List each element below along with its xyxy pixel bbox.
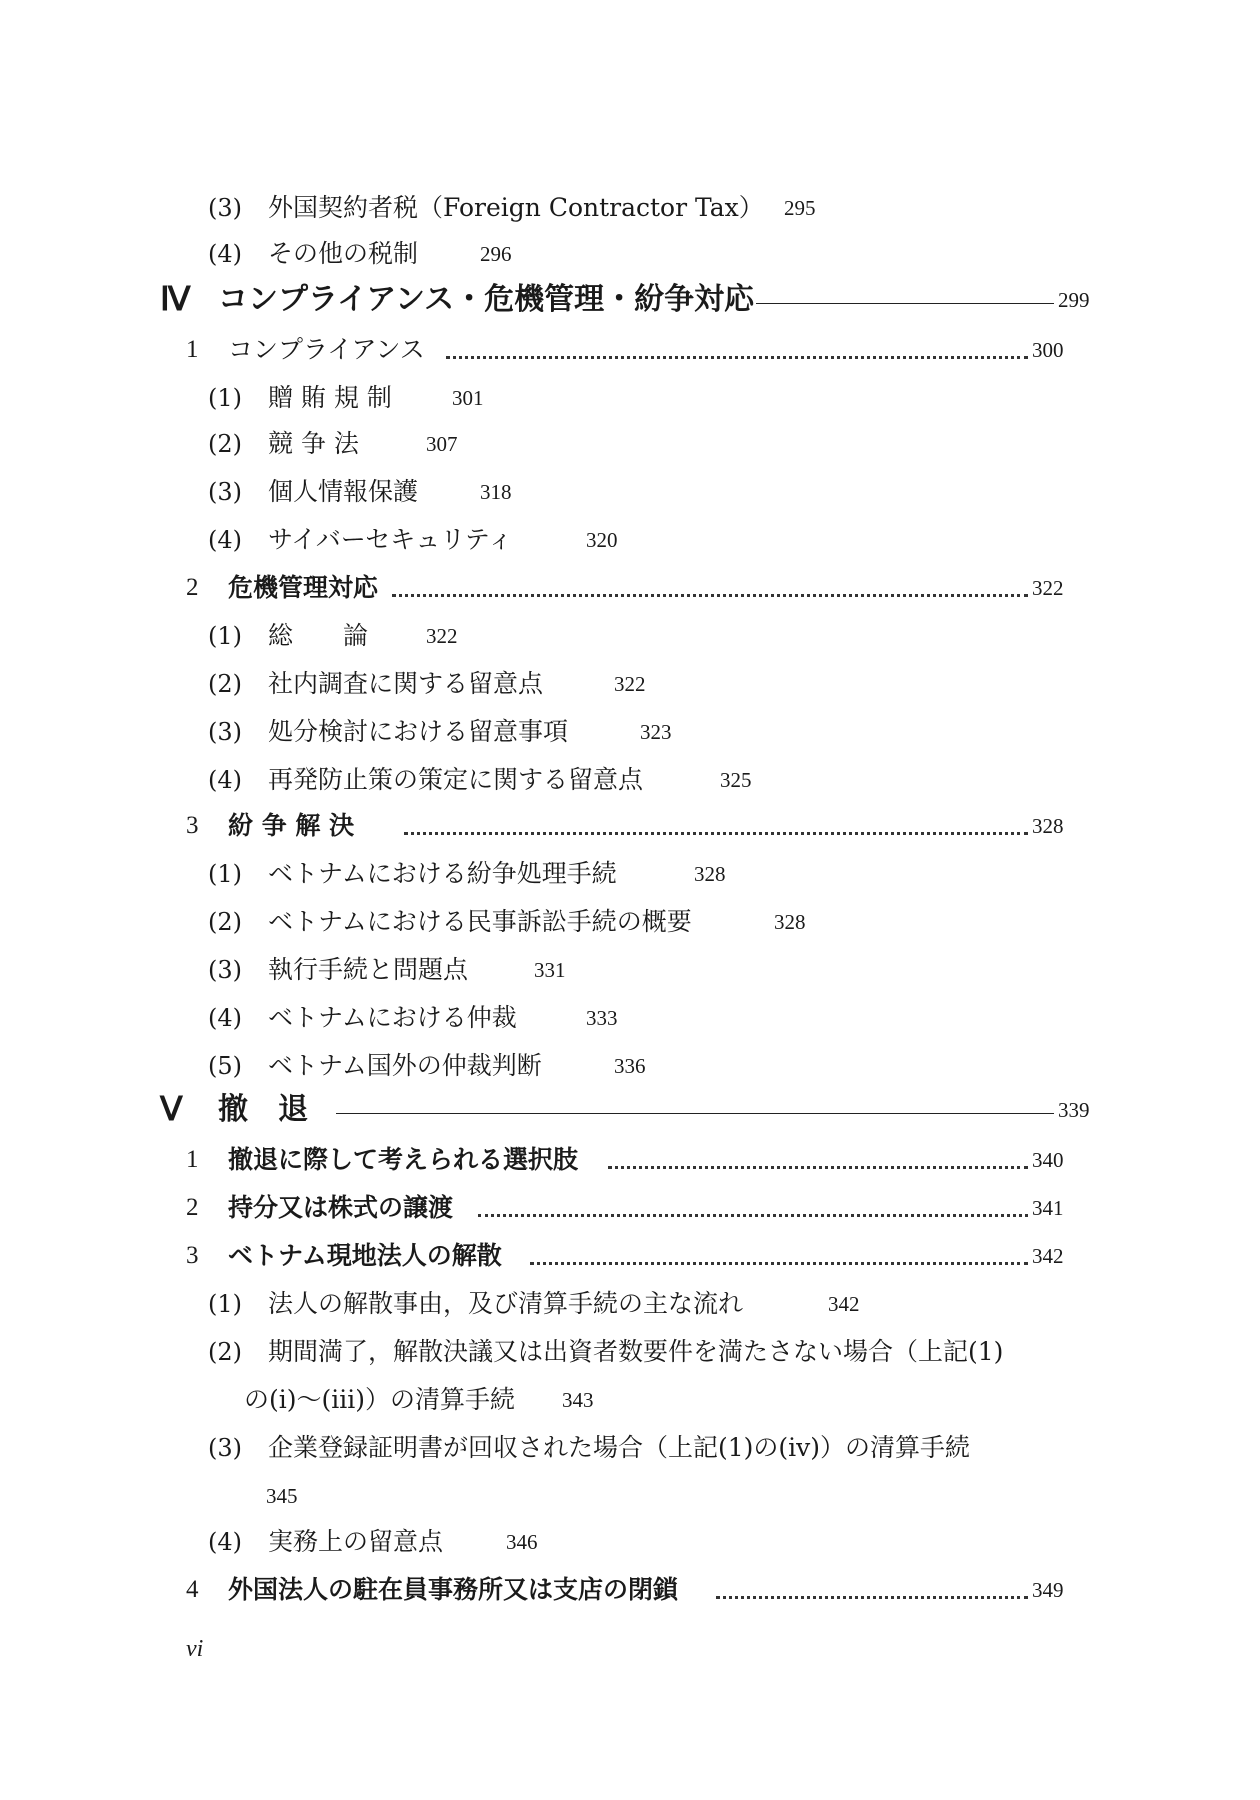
section-title: 持分又は株式の譲渡 — [228, 1193, 454, 1222]
entry-number: (4) — [208, 526, 242, 554]
section-title: コンプライアンス — [228, 335, 425, 364]
entry-number: (5) — [208, 1052, 242, 1080]
entry-title: 競 争 法 — [268, 429, 359, 458]
toc-chapter — [0, 276, 1260, 324]
entry-page: 346 — [506, 1530, 538, 1554]
entry-page: 343 — [562, 1388, 594, 1412]
entry-number: (1) — [208, 860, 242, 888]
entry-title: 贈 賄 規 制 — [268, 383, 392, 412]
entry-page: 331 — [534, 958, 566, 982]
entry-number: (2) — [208, 908, 242, 936]
entry-number: (1) — [208, 384, 242, 412]
toc-entry — [0, 946, 1260, 994]
entry-page: 345 — [266, 1484, 298, 1508]
entry-title: 総 論 — [268, 621, 369, 650]
toc-entry — [0, 374, 1260, 422]
toc-entry-continuation — [0, 1472, 1260, 1520]
toc-entry-continuation — [0, 1376, 1260, 1424]
toc-entry — [0, 420, 1260, 468]
toc-entry — [0, 994, 1260, 1042]
entry-page: 320 — [586, 528, 618, 552]
entry-page: 322 — [426, 624, 458, 648]
entry-page: 323 — [640, 720, 672, 744]
entry-title: 外国契約者税（Foreign Contractor Tax） — [268, 193, 764, 222]
entry-title-continued: の(ⅰ)〜(ⅲ)）の清算手続 — [244, 1385, 515, 1414]
entry-number: (3) — [208, 956, 242, 984]
entry-page: 301 — [452, 386, 484, 410]
section-title: 外国法人の駐在員事務所又は支店の閉鎖 — [228, 1575, 679, 1604]
entry-title: その他の税制 — [268, 239, 419, 268]
chapter-title: 撤 退 — [218, 1092, 308, 1127]
section-number: 2 — [186, 574, 199, 601]
section-page: 322 — [1032, 576, 1064, 600]
toc-entry — [0, 898, 1260, 946]
chapter-number: Ⅳ — [160, 282, 191, 318]
toc-entry — [0, 850, 1260, 898]
chapter-page: 299 — [1058, 288, 1090, 312]
entry-title: 企業登録証明書が回収された場合（上記(1)の(ⅳ)）の清算手続 — [268, 1433, 971, 1462]
entry-number: (1) — [208, 622, 242, 650]
entry-page: 336 — [614, 1054, 646, 1078]
entry-title: 再発防止策の策定に関する留意点 — [268, 765, 644, 794]
entry-number: (4) — [208, 1528, 242, 1556]
entry-title: ベトナム国外の仲裁判断 — [268, 1051, 542, 1080]
toc-section — [0, 1566, 1260, 1614]
toc-entry — [0, 1424, 1260, 1472]
toc-entry — [0, 612, 1260, 660]
entry-page: 328 — [774, 910, 806, 934]
dot-leader — [404, 802, 1028, 835]
entry-page: 328 — [694, 862, 726, 886]
entry-page: 295 — [784, 196, 816, 220]
chapter-title: コンプライアンス・危機管理・紛争対応 — [218, 282, 755, 317]
entry-number: (2) — [208, 430, 242, 458]
entry-number: (4) — [208, 766, 242, 794]
toc-entry — [0, 184, 1260, 232]
dot-leader — [392, 564, 1028, 597]
toc-section — [0, 564, 1260, 612]
section-number: 4 — [186, 1576, 199, 1603]
entry-number: (4) — [208, 240, 242, 268]
entry-title: サイバーセキュリティ — [268, 525, 513, 554]
toc-entry — [0, 468, 1260, 516]
toc-entry — [0, 660, 1260, 708]
chapter-page: 339 — [1058, 1098, 1090, 1122]
section-page: 300 — [1032, 338, 1064, 362]
entry-title: 社内調査に関する留意点 — [268, 669, 544, 698]
toc-entry — [0, 230, 1260, 278]
section-number: 1 — [186, 1146, 199, 1173]
toc-section — [0, 802, 1260, 850]
entry-page: 342 — [828, 1292, 860, 1316]
entry-title: 処分検討における留意事項 — [268, 717, 569, 746]
section-page: 328 — [1032, 814, 1064, 838]
toc-entry — [0, 516, 1260, 564]
page-number-folio: vi — [186, 1636, 204, 1662]
entry-number: (4) — [208, 1004, 242, 1032]
entry-page: 296 — [480, 242, 512, 266]
entry-title: ベトナムにおける仲裁 — [268, 1003, 517, 1032]
section-number: 2 — [186, 1194, 199, 1221]
entry-title: 個人情報保護 — [268, 477, 419, 506]
toc-entry — [0, 708, 1260, 756]
entry-title: 法人の解散事由，及び清算手続の主な流れ — [268, 1289, 744, 1318]
entry-number: (3) — [208, 194, 242, 222]
dot-leader — [608, 1136, 1028, 1169]
entry-title: 執行手続と問題点 — [268, 955, 469, 984]
toc-entry — [0, 1280, 1260, 1328]
dot-leader — [530, 1232, 1028, 1265]
section-title: 危機管理対応 — [228, 573, 379, 602]
entry-page: 325 — [720, 768, 752, 792]
entry-title: ベトナムにおける民事訴訟手続の概要 — [268, 907, 692, 936]
chapter-number: Ⅴ — [160, 1092, 183, 1128]
entry-number: (3) — [208, 718, 242, 746]
entry-page: 333 — [586, 1006, 618, 1030]
entry-page: 318 — [480, 480, 512, 504]
section-title: 撤退に際して考えられる選択肢 — [228, 1145, 579, 1174]
chapter-leader-rule — [336, 1113, 1054, 1114]
toc-section — [0, 326, 1260, 374]
entry-title: 実務上の留意点 — [268, 1527, 444, 1556]
dot-leader — [446, 326, 1028, 359]
chapter-leader-rule — [756, 303, 1054, 304]
section-page: 341 — [1032, 1196, 1064, 1220]
section-number: 1 — [186, 336, 199, 363]
toc-section — [0, 1184, 1260, 1232]
entry-number: (3) — [208, 478, 242, 506]
toc-entry — [0, 756, 1260, 804]
section-title: 紛 争 解 決 — [228, 811, 355, 840]
toc-chapter — [0, 1086, 1260, 1134]
section-number: 3 — [186, 1242, 199, 1269]
section-page: 340 — [1032, 1148, 1064, 1172]
toc-section — [0, 1232, 1260, 1280]
section-page: 342 — [1032, 1244, 1064, 1268]
entry-number: (2) — [208, 670, 242, 698]
entry-title: 期間満了，解散決議又は出資者数要件を満たさない場合（上記(1) — [268, 1337, 1004, 1366]
section-page: 349 — [1032, 1578, 1064, 1602]
entry-number: (3) — [208, 1434, 242, 1462]
section-title: ベトナム現地法人の解散 — [228, 1241, 502, 1270]
dot-leader — [478, 1184, 1028, 1217]
section-number: 3 — [186, 812, 199, 839]
entry-number: (1) — [208, 1290, 242, 1318]
entry-number: (2) — [208, 1338, 242, 1366]
dot-leader — [716, 1566, 1028, 1599]
entry-title: ベトナムにおける紛争処理手続 — [268, 859, 617, 888]
entry-page: 307 — [426, 432, 458, 456]
toc-entry — [0, 1328, 1260, 1376]
toc-entry — [0, 1042, 1260, 1090]
toc-entry — [0, 1518, 1260, 1566]
entry-page: 322 — [614, 672, 646, 696]
toc-section — [0, 1136, 1260, 1184]
